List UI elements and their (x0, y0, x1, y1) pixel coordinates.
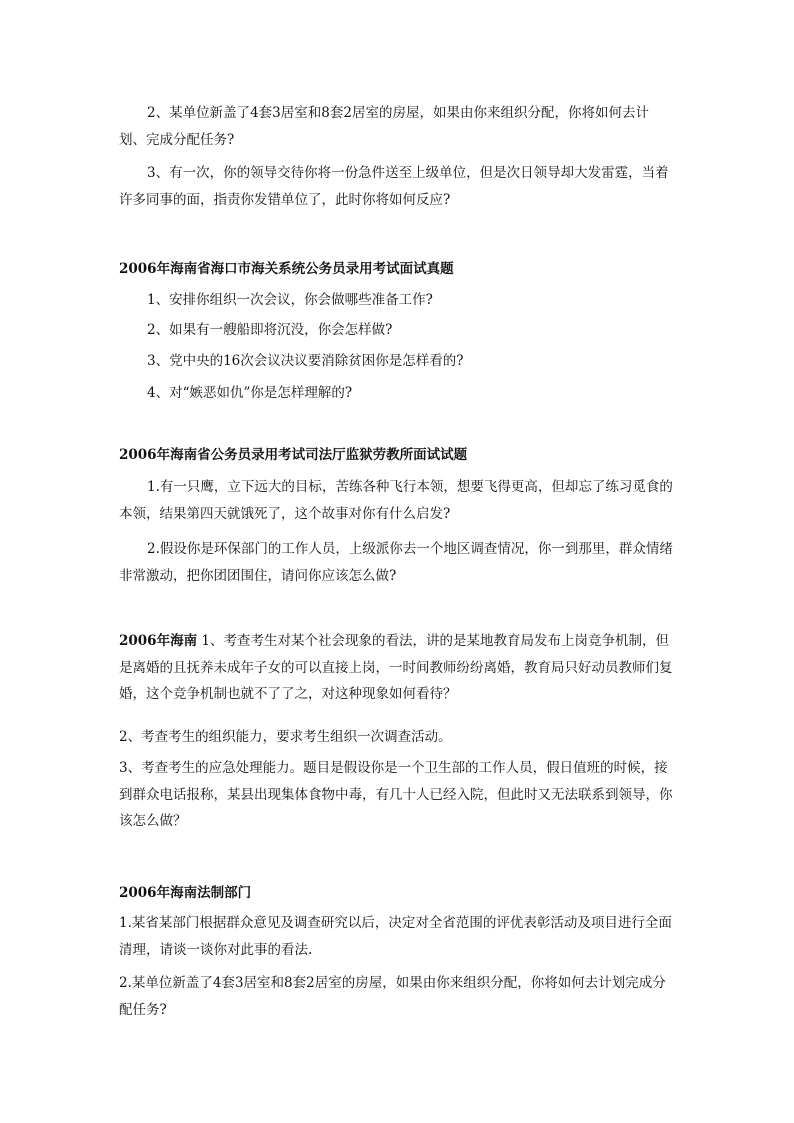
question-s1-2: 2、如果有一艘船即将沉没，你会怎样做? (147, 322, 393, 338)
section-title-legal-dept: 2006年海南法制部门 (119, 885, 252, 901)
section-hainan-2006 (119, 628, 675, 708)
question-s3-3: 3、考查考生的应急处理能力。题目是假设你是一个卫生部的工作人员，假日值班的时候，接到群众电话报称，某县出现集体食物中毒，有几十人已经入院，但此时又无法联系到领导，你该怎么做？ (119, 760, 673, 829)
question-s4-2: 2.某单位新盖了4套3居室和8套2居室的房屋，如果由你来组织分配，你将如何去计划完成分配任务? (119, 975, 666, 1018)
question-s1-4: 4、对“嫉恶如仇”你是怎样理解的? (147, 385, 353, 401)
section-title-haikou-customs: 2006年海南省海口市海关系统公务员录用考试面试真题 (119, 261, 454, 277)
question-s1-1: 1、安排你组织一次会议，你会做哪些准备工作? (147, 292, 433, 308)
section-title-hainan: 2006年海南 (119, 633, 198, 649)
question-s2-2: 2.假设你是环保部门的工作人员，上级派你去一个地区调查情况，你一到那里，群众情绪非常激动，把你团团围住，请问你应该怎么做? (119, 541, 673, 584)
question-s0-3: 3、有一次，你的领导交待你将一份急件送至上级单位，但是次日领导却大发雷霆，当着许多同事的面，指责你发错单位了，此时你将如何反应? (119, 165, 669, 208)
question-s0-2: 2、某单位新盖了4套3居室和8套2居室的房屋，如果由你来组织分配，你将如何去计划、完成分配任务? (119, 105, 649, 148)
question-s3-2: 2、考查考生的组织能力，要求考生组织一次调查活动。 (119, 729, 452, 745)
question-s1-3: 3、党中央的16次会议决议要消除贫困你是怎样看的? (147, 353, 464, 369)
section-title-justice-dept: 2006年海南省公务员录用考试司法厅监狱劳教所面试试题 (119, 447, 468, 463)
question-s2-1: 1.有一只鹰，立下远大的目标，苦练各种飞行本领，想要飞得更高，但却忘了练习觅食的本领，结果第四天就饿死了，这个故事对你有什么启发? (119, 479, 673, 522)
question-s4-1: 1.某省某部门根据群众意见及调查研究以后，决定对全省范围的评优表彰活动及项目进行全面清理，请谈一谈你对此事的看法. (119, 915, 672, 958)
question-s3-1: 1、考查考生对某个社会现象的看法，讲的是某地教育局发布上岗竞争机制，但是离婚的且抚养未成年子女的可以直接上岗，一时间教师纷纷离婚，教育局只好动员教师们复婚，这个竞争机制也就不了了之，对这种现象如何看待？ (119, 633, 673, 702)
